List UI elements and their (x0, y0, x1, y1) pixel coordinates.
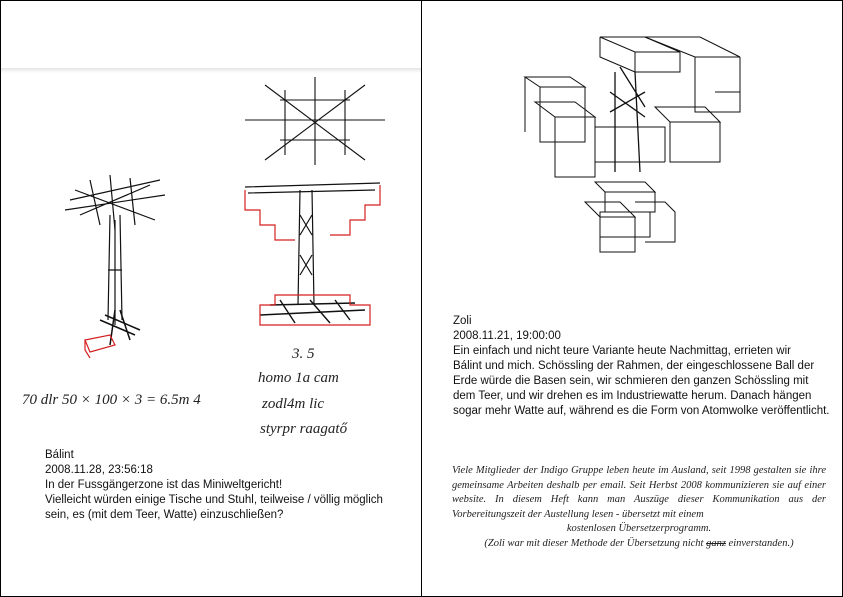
intro-note (452, 464, 826, 551)
entry-timestamp: 2008.11.21, 19:00:00 (453, 330, 561, 342)
note-paragraph: Viele Mitglieder der Indigo Gruppe leben heute im Ausland, seit 1998 gestalten sie ihre gemeinsame Arbeiten deshalb per email. Seit Herbst 2008 kommunizieren sie auf einer website. In diesem Heft kann man Auszüge dieser Kommunikation aus der Vorbereitungszeit der Austellung lesen - übersetzt mit einem (452, 465, 826, 520)
entry-line: sein, es (mit dem Teer, Watte) einzuschließen? (45, 509, 284, 521)
entry-zoli (453, 314, 829, 419)
entry-line: sogar mehr Watte auf, während es die Form von Atomwolke veröffentlicht. (453, 405, 830, 417)
sketch-tree-right (240, 175, 385, 335)
handwritten-number: 3. 5 (292, 346, 315, 362)
entry-author: Bálint (45, 449, 74, 461)
entry-line: Erde würde die Basen sein, wir schmieren den ganzen Schössling mit (453, 375, 809, 387)
handwritten-line-3: styrpr raagatő (260, 421, 348, 437)
entry-line: Vielleicht würden einige Tische und Stuhl, teilweise / völlig möglich (45, 494, 383, 506)
note-final-line (452, 537, 826, 552)
handwritten-line-2: zodl4m lic (262, 396, 325, 412)
page-divider (421, 0, 422, 597)
isometric-structure-drawing (515, 32, 755, 267)
entry-author: Zoli (453, 315, 472, 327)
entry-line: Ein einfach und nicht teure Variante heute Nachmittag, errieten wir (453, 345, 791, 357)
note-final-before: (Zoli war mit dieser Methode der Übersetzung nicht (484, 537, 707, 549)
entry-timestamp: 2008.11.28, 23:56:18 (45, 464, 153, 476)
entry-line: Bálint und mich. Schössling der Rahmen, der eingeschlossene Ball der (453, 360, 815, 372)
note-center-line: kostenlosen Übersetzerprogramm. (566, 523, 712, 534)
entry-line: In der Fussgängerzone ist das Miniweltgericht! (45, 479, 283, 491)
entry-balint (45, 448, 383, 523)
note-struck-word: ganz (706, 537, 726, 549)
note-final-after: einverstanden.) (725, 537, 794, 549)
sketch-tree-left (60, 170, 170, 370)
sketch-plan (240, 75, 390, 170)
scan-edge (1, 68, 421, 73)
handwritten-calculation: 70 dlr 50 × 100 × 3 = 6.5m 4 (22, 392, 201, 408)
entry-line: dem Teer, und wir drehen es im Industriewatte herum. Danach hängen (453, 390, 812, 402)
handwritten-line-1: homo 1a cam (258, 370, 339, 386)
